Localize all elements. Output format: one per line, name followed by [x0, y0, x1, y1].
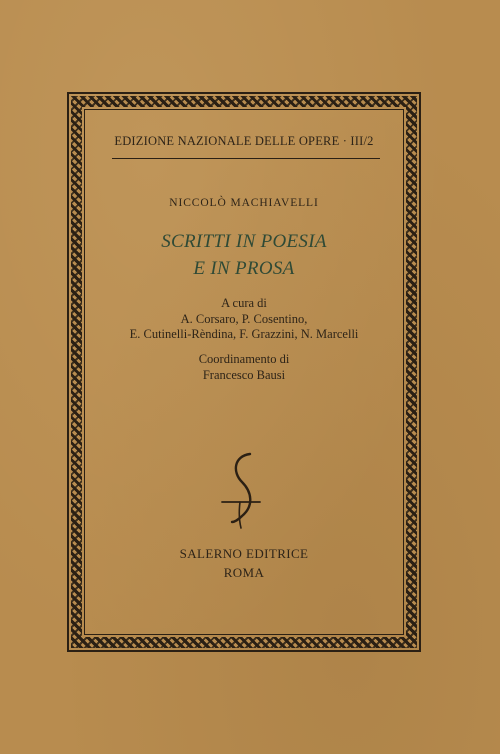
coordination-intro: Coordinamento di: [198, 352, 290, 366]
publisher-name: SALERNO EDITRICE: [179, 546, 309, 561]
coordinator-name: Francesco Bausi: [202, 367, 286, 382]
book-title-line-2: E IN PROSA: [193, 258, 295, 279]
editors-block: [84, 296, 404, 343]
editors-intro: A cura di: [221, 296, 267, 310]
book-title: [84, 228, 404, 282]
author-name: NICCOLÒ MACHIAVELLI: [169, 197, 319, 209]
book-title-line-1: SCRITTI IN POESIA: [161, 231, 327, 252]
editors-line-2: E. Cutinelli-Rèndina, F. Grazzini, N. Marcelli: [129, 327, 359, 341]
publisher-city: ROMA: [223, 565, 265, 580]
salerno-s-monogram-icon: [212, 450, 276, 530]
series-title: EDIZIONE NAZIONALE DELLE OPERE · III/2: [114, 134, 374, 148]
series-divider: [112, 158, 380, 159]
coordination-block: [84, 352, 404, 383]
publisher-block: [84, 544, 404, 582]
editors-line-1: A. Corsaro, P. Cosentino,: [180, 311, 308, 326]
